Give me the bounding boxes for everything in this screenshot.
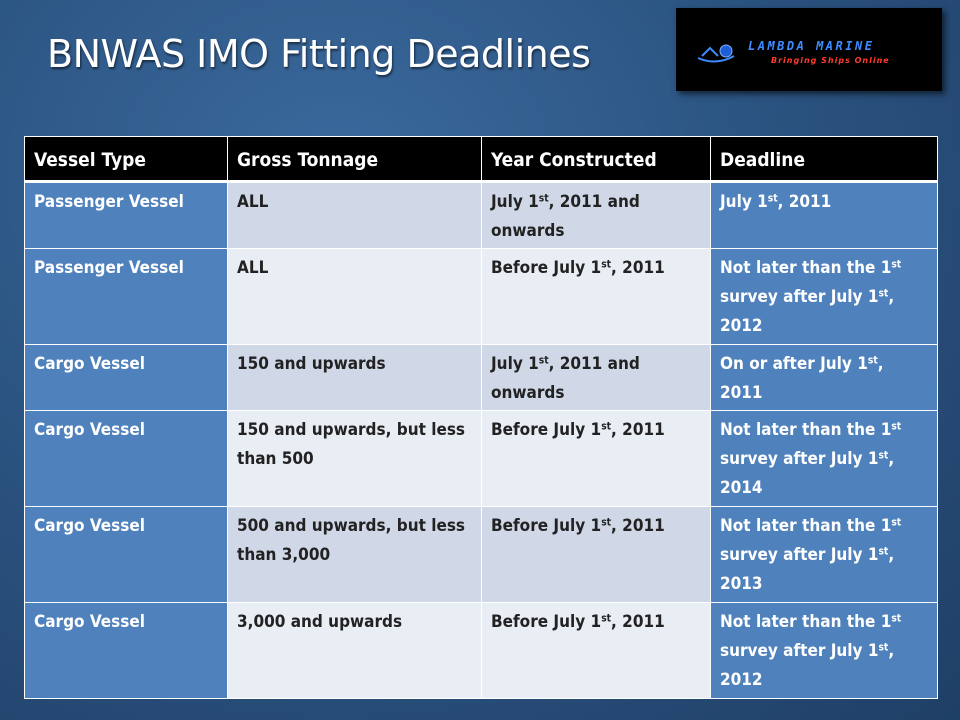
slide-title: BNWAS IMO Fitting Deadlines	[47, 32, 591, 76]
ordinal-suffix: st	[601, 613, 612, 625]
year-constructed-cell: Before July 1st, 2011	[482, 249, 711, 345]
table-row	[25, 411, 938, 507]
ordinal-suffix: st	[867, 355, 878, 367]
ordinal-suffix: st	[878, 288, 889, 300]
deadline-cell: Not later than the 1st survey after July 1st, 2014	[711, 411, 938, 507]
gross-tonnage-cell: 3,000 and upwards	[228, 603, 482, 699]
ordinal-suffix: st	[601, 517, 612, 529]
vessel-type-cell: Passenger Vessel	[25, 249, 228, 345]
gross-tonnage-cell: ALL	[228, 182, 482, 249]
deadline-cell: Not later than the 1st survey after July 1st, 2013	[711, 507, 938, 603]
vessel-type-cell: Passenger Vessel	[25, 182, 228, 249]
col-header-vessel-type: Vessel Type	[25, 137, 228, 182]
gross-tonnage-cell: ALL	[228, 249, 482, 345]
year-constructed-cell: Before July 1st, 2011	[482, 411, 711, 507]
ordinal-suffix: st	[538, 193, 549, 205]
ordinal-suffix: st	[538, 355, 549, 367]
ordinal-suffix: st	[891, 259, 902, 271]
gross-tonnage-cell: 150 and upwards, but less than 500	[228, 411, 482, 507]
year-constructed-cell: Before July 1st, 2011	[482, 603, 711, 699]
table-row	[25, 507, 938, 603]
company-logo	[676, 8, 942, 91]
year-constructed-cell: July 1st, 2011 and onwards	[482, 182, 711, 249]
ordinal-suffix: st	[878, 642, 889, 654]
vessel-type-cell: Cargo Vessel	[25, 345, 228, 411]
lambda-marine-emblem-icon	[696, 42, 736, 64]
deadline-cell: On or after July 1st, 2011	[711, 345, 938, 411]
deadline-cell: Not later than the 1st survey after July 1st, 2012	[711, 603, 938, 699]
table-header-row	[25, 137, 938, 182]
table-row	[25, 182, 938, 249]
ordinal-suffix: st	[878, 546, 889, 558]
deadline-cell: July 1st, 2011	[711, 182, 938, 249]
year-constructed-cell: July 1st, 2011 and onwards	[482, 345, 711, 411]
gross-tonnage-cell: 150 and upwards	[228, 345, 482, 411]
col-header-gross-tonnage: Gross Tonnage	[228, 137, 482, 182]
vessel-type-cell: Cargo Vessel	[25, 603, 228, 699]
ordinal-suffix: st	[891, 613, 902, 625]
ordinal-suffix: st	[767, 193, 778, 205]
ordinal-suffix: st	[601, 259, 612, 271]
col-header-deadline: Deadline	[711, 137, 938, 182]
ordinal-suffix: st	[891, 421, 902, 433]
table-row	[25, 249, 938, 345]
deadline-cell: Not later than the 1st survey after July 1st, 2012	[711, 249, 938, 345]
ordinal-suffix: st	[878, 450, 889, 462]
deadline-table	[24, 136, 938, 699]
vessel-type-cell: Cargo Vessel	[25, 411, 228, 507]
vessel-type-cell: Cargo Vessel	[25, 507, 228, 603]
logo-tagline: Bringing Ships Online	[771, 56, 890, 65]
ordinal-suffix: st	[891, 517, 902, 529]
gross-tonnage-cell: 500 and upwards, but less than 3,000	[228, 507, 482, 603]
col-header-year-constructed: Year Constructed	[482, 137, 711, 182]
table-row	[25, 603, 938, 699]
logo-name: LAMBDA MARINE	[748, 39, 875, 53]
ordinal-suffix: st	[601, 421, 612, 433]
table-row	[25, 345, 938, 411]
year-constructed-cell: Before July 1st, 2011	[482, 507, 711, 603]
